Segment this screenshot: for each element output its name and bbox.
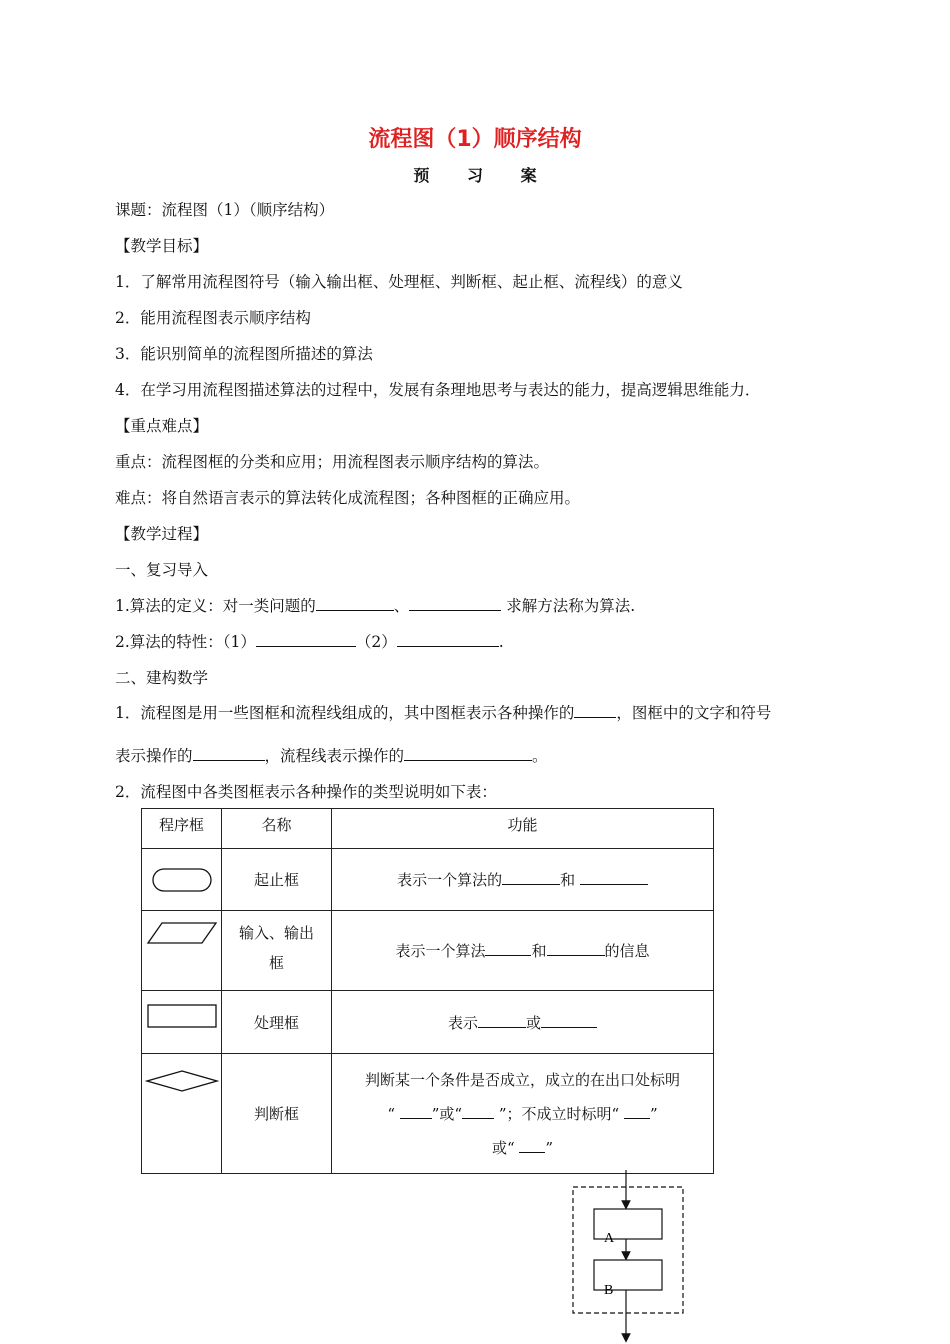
name-cell: 处理框 — [222, 991, 332, 1054]
topic-line: 课题：流程图（1）（顺序结构） — [115, 201, 335, 219]
answer-blank[interactable] — [404, 745, 532, 761]
subtitle-char-1: 预 — [413, 166, 430, 185]
key-point: 重点：流程图框的分类和应用；用流程图表示顺序结构的算法。 — [115, 453, 550, 471]
goal-item: 3．能识别简单的流程图所描述的算法 — [115, 345, 373, 363]
shape-cell — [142, 991, 222, 1054]
table-header: 名称 — [222, 809, 332, 849]
name-cell: 判断框 — [222, 1054, 332, 1174]
diamond-icon — [145, 1070, 219, 1092]
answer-blank[interactable] — [485, 940, 531, 956]
table-row — [142, 991, 714, 1054]
function-cell: 表示 或 — [332, 991, 714, 1054]
answer-blank[interactable] — [316, 595, 394, 611]
goal-item: 2．能用流程图表示顺序结构 — [115, 309, 311, 327]
process-heading: 【教学过程】 — [115, 525, 209, 543]
goal-item: 1．了解常用流程图符号（输入输出框、处理框、判断框、起止框、流程线）的意义 — [115, 273, 683, 291]
table-header: 功能 — [332, 809, 714, 849]
page-title: 流程图（1）顺序结构 — [368, 127, 582, 152]
page-subtitle — [0, 163, 950, 186]
answer-blank[interactable] — [462, 1103, 494, 1119]
name-cell: 起止框 — [222, 849, 332, 911]
subtitle-char-3: 案 — [520, 166, 537, 185]
answer-blank[interactable] — [409, 595, 501, 611]
question-definition: 1.算法的定义：对一类问题的 、 求解方法称为算法. — [115, 597, 636, 615]
answer-blank[interactable] — [574, 702, 616, 718]
answer-blank[interactable] — [478, 1012, 526, 1028]
answer-blank[interactable] — [193, 745, 265, 761]
question-properties: 2.算法的特性：（1） （2） . — [115, 633, 504, 651]
difficulty: 难点：将自然语言表示的算法转化成流程图；各种图框的正确应用。 — [115, 489, 581, 507]
table-row — [142, 849, 714, 911]
table-header: 程序框 — [142, 809, 222, 849]
goals-heading: 【教学目标】 — [115, 237, 209, 255]
rectangle-icon — [146, 1003, 218, 1029]
question-table-intro: 2．流程图中各类图框表示各种操作的类型说明如下表： — [115, 783, 497, 801]
box-b-label: B — [604, 1283, 614, 1298]
subtitle-char-2: 习 — [466, 166, 483, 185]
table-header-row — [142, 809, 714, 849]
section-review: 一、复习导入 — [115, 561, 209, 579]
goal-item: 4．在学习用流程图描述算法的过程中，发展有条理地思考与表达的能力，提高逻辑思维能力． — [115, 381, 761, 399]
flowchart-symbols-table — [141, 808, 714, 1174]
dashed-frame — [573, 1187, 683, 1313]
answer-blank[interactable] — [547, 940, 605, 956]
section-build: 二、建构数学 — [115, 669, 209, 687]
rounded-rect-icon — [151, 867, 213, 893]
key-heading: 【重点难点】 — [115, 417, 209, 435]
table-row — [142, 911, 714, 991]
answer-blank[interactable] — [397, 631, 499, 647]
parallelogram-icon — [146, 921, 218, 945]
answer-blank[interactable] — [400, 1103, 432, 1119]
shape-cell — [142, 911, 222, 991]
answer-blank[interactable] — [502, 869, 560, 885]
question-flowchart-line1: 1．流程图是用一些图框和流程线组成的，其中图框表示各种操作的 ，图框中的文字和符号 — [115, 704, 772, 722]
box-a-label: A — [604, 1231, 615, 1246]
question-flowchart-line2: 表示操作的 ，流程线表示操作的 。 — [115, 747, 548, 765]
answer-blank[interactable] — [580, 869, 648, 885]
function-cell: 判断某一个条件是否成立，成立的在出口处标明 “ ”或“ ”；不成立时标明“ ” 或“ ” — [332, 1054, 714, 1174]
shape-cell — [142, 849, 222, 911]
function-cell: 表示一个算法 和 的信息 — [332, 911, 714, 991]
answer-blank[interactable] — [541, 1012, 597, 1028]
answer-blank[interactable] — [519, 1137, 545, 1153]
answer-blank[interactable] — [256, 631, 356, 647]
name-cell: 输入、输出 框 — [222, 911, 332, 991]
sequence-flowchart — [560, 1170, 700, 1344]
shape-cell — [142, 1054, 222, 1174]
table-row — [142, 1054, 714, 1174]
function-cell: 表示一个算法的 和 — [332, 849, 714, 911]
answer-blank[interactable] — [624, 1103, 650, 1119]
